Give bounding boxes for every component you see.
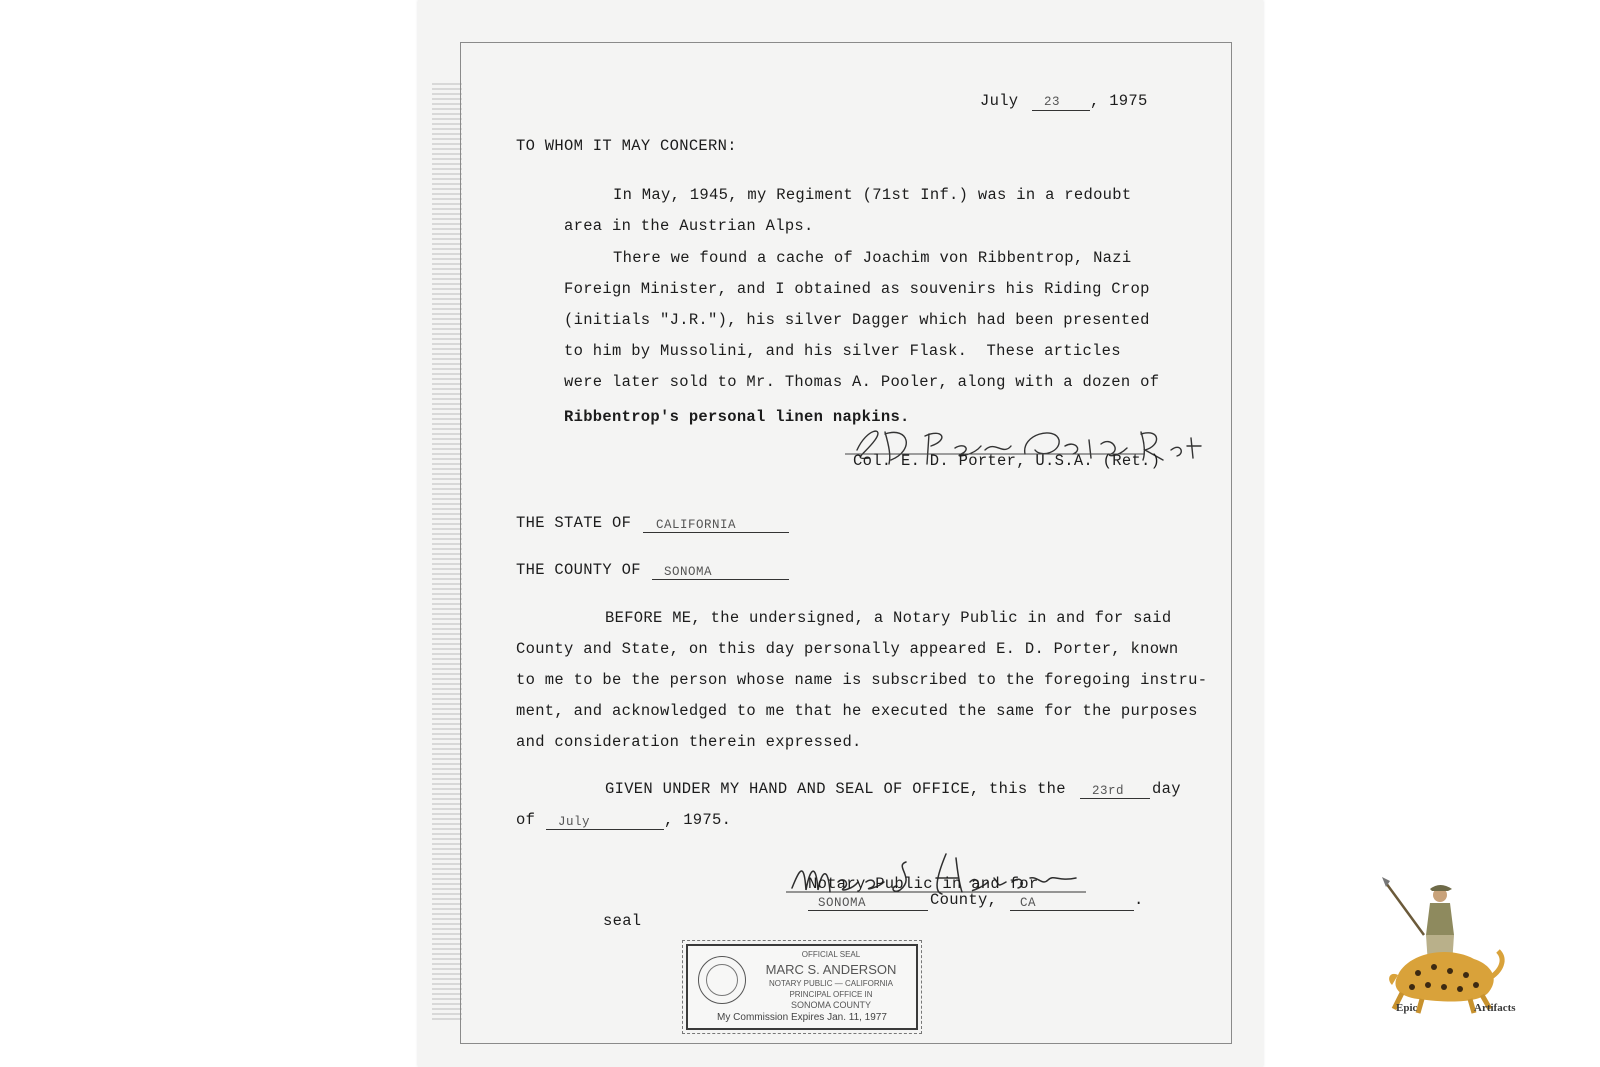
seal-line: MARC S. ANDERSON	[765, 962, 897, 977]
letter-line: area in the Austrian Alps.	[564, 217, 814, 235]
county-label: THE COUNTY OF	[516, 561, 641, 579]
notary-line: ment, and acknowledged to me that he executed the same for the purposes	[516, 702, 1198, 720]
notary-county: SONOMA	[818, 896, 867, 910]
county-underline	[652, 579, 789, 580]
notary-seal-stamp	[686, 944, 918, 1030]
state-label: THE STATE OF	[516, 514, 632, 532]
seal-line: NOTARY PUBLIC — CALIFORNIA	[768, 979, 894, 988]
copy-edge-smudge	[432, 80, 462, 1020]
logo-word-left: Epic	[1396, 1002, 1418, 1014]
given-text: GIVEN UNDER MY HAND AND SEAL OF OFFICE, this the	[605, 780, 1066, 798]
given-day-underline	[1080, 798, 1150, 799]
given-month-underline	[546, 829, 664, 830]
seal-label: seal	[603, 912, 642, 930]
notary-state-underline	[1010, 910, 1134, 911]
state-underline	[643, 532, 789, 533]
date-day: 23	[1044, 95, 1061, 109]
date-month: July	[980, 92, 1019, 110]
given-day: 23rd	[1092, 784, 1125, 798]
date-year: , 1975	[1090, 92, 1148, 110]
notary-state: CA	[1020, 896, 1037, 910]
notary-title: Notary Public in and for	[808, 875, 1039, 893]
of-label: of	[516, 811, 536, 829]
given-month: July	[558, 815, 591, 829]
county-value: SONOMA	[664, 565, 713, 579]
state-seal-inner	[706, 964, 738, 996]
seal-line: SONOMA COUNTY	[790, 1000, 871, 1010]
letter-line: There we found a cache of Joachim von Ribbentrop, Nazi	[613, 249, 1132, 267]
letter-line: Foreign Minister, and I obtained as souvenirs his Riding Crop	[564, 280, 1150, 298]
letter-line: In May, 1945, my Regiment (71st Inf.) was in a redoubt	[613, 186, 1132, 204]
logo-word-right: Artifacts	[1474, 1002, 1516, 1014]
letter-line: (initials "J.R."), his silver Dagger which had been presented	[564, 311, 1150, 329]
letter-line: to him by Mussolini, and his silver Flask. These articles	[564, 342, 1121, 360]
given-year: , 1975.	[664, 811, 732, 829]
notary-line: County and State, on this day personally appeared E. D. Porter, known	[516, 640, 1179, 658]
signer-name: Col. E. D. Porter, U.S.A. (Ret.)	[853, 452, 1161, 470]
county-word: County,	[930, 891, 998, 909]
state-value: CALIFORNIA	[656, 518, 737, 532]
notary-line: to me to be the person whose name is subscribed to the foregoing instru-	[516, 671, 1208, 689]
seal-line: My Commission Expires Jan. 11, 1977	[717, 1012, 887, 1023]
notary-line: BEFORE ME, the undersigned, a Notary Public in and for said	[605, 609, 1172, 627]
seal-line: OFFICIAL SEAL	[801, 950, 861, 959]
notary-county-underline	[808, 910, 928, 911]
notary-line: and consideration therein expressed.	[516, 733, 862, 751]
seal-line: PRINCIPAL OFFICE IN	[789, 990, 873, 999]
given-day-suffix: day	[1152, 780, 1181, 798]
salutation: TO WHOM IT MAY CONCERN:	[516, 137, 737, 155]
date-day-underline	[1032, 110, 1090, 111]
letter-line: Ribbentrop's personal linen napkins.	[564, 408, 910, 426]
letter-line: were later sold to Mr. Thomas A. Pooler, along with a dozen of	[564, 373, 1160, 391]
period: .	[1134, 891, 1144, 909]
